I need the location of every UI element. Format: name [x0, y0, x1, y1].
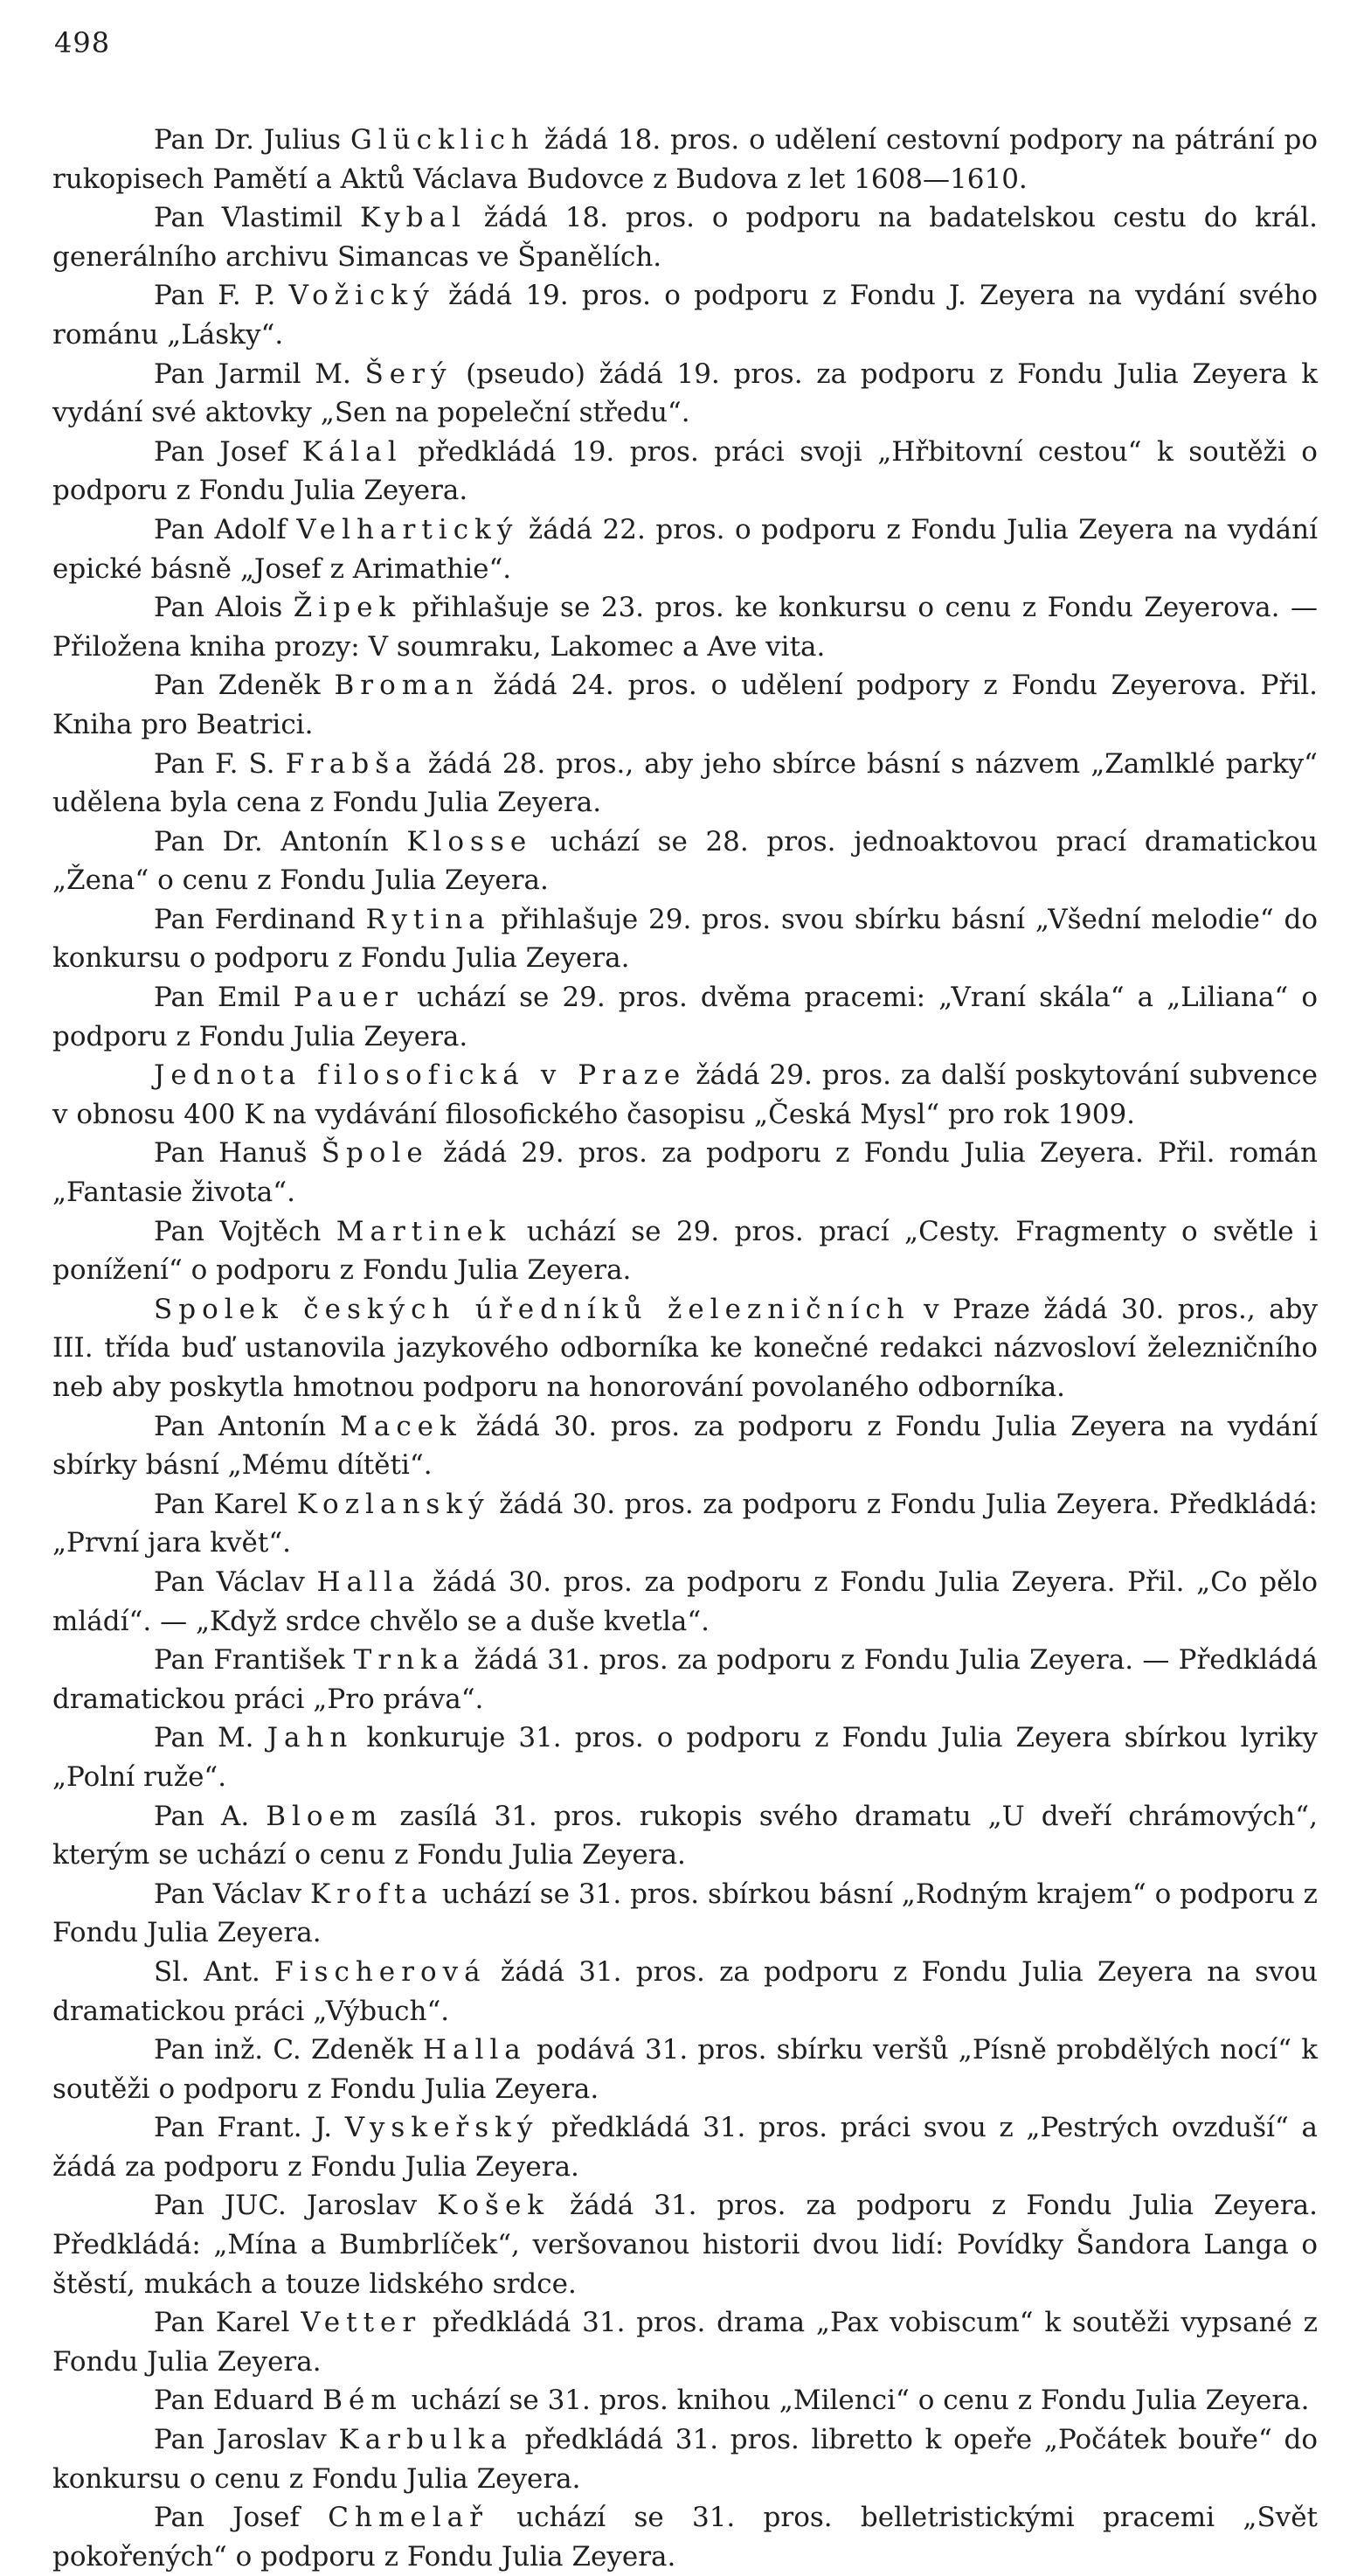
entry-name: Košek [437, 2190, 550, 2222]
entry-name: Vetter [301, 2307, 422, 2339]
entry-text: předkládá 31. pros. drama „Pax vobiscum“ k soutěži vypsané z Fondu Julia Zeyera. [52, 2307, 1319, 2378]
entry-prefix: Pan Antonín [154, 1410, 341, 1442]
entry-prefix: Pan Josef [154, 2502, 329, 2534]
entry-paragraph [52, 588, 1318, 666]
entry-text: žádá 29. pros. za podporu z Fondu Julia Zeyera. Přil. román „Fantasie života“. [52, 1137, 1318, 1209]
entry-name: Halla [316, 1566, 421, 1598]
entry-name: Klosse [406, 825, 533, 858]
entry-prefix: Pan Ferdinand [154, 903, 366, 935]
entry-name: Martinek [336, 1215, 512, 1247]
entry-prefix: Pan JUC. Jaroslav [154, 2190, 438, 2222]
entry-paragraph [52, 2031, 1318, 2108]
entry-paragraph [52, 2303, 1318, 2381]
entry-prefix: Pan František [154, 1644, 354, 1677]
entry-name: Vyskeřský [344, 2112, 539, 2144]
entry-name: Chmelař [328, 2502, 488, 2534]
entry-text: podává 31. pros. sbírku veršů „Písně probdělých nocí“ k soutěži o podporu z Fondu Julia Zeyera. [52, 2034, 1318, 2105]
entry-paragraph [52, 1797, 1318, 1875]
entry-prefix: Pan M. [154, 1722, 267, 1754]
entry-prefix: Pan Dr. Antonín [154, 825, 407, 858]
entry-prefix: Pan Zdeněk [154, 670, 335, 702]
entry-text: uchází se 29. pros. prací „Cesty. Fragmenty o světle i ponížení“ o podporu z Fondu Julia Zeyera. [52, 1215, 1318, 1287]
entry-text: uchází se 31. pros. belletristickými pracemi „Svět pokořených“ o podporu z Fondu Julia Zeyera. [52, 2502, 1318, 2573]
entry-prefix: Pan Dr. Julius [154, 124, 350, 156]
entry-prefix: Pan Jaroslav [154, 2424, 339, 2456]
entry-name: Kozlanský [296, 1488, 490, 1520]
entry-prefix: Pan A. [154, 1800, 267, 1832]
entry-text: žádá 30. pros. za podporu z Fondu Julia Zeyera. Předkládá: „První jara květ“. [52, 1488, 1318, 1559]
entry-prefix: Pan Frant. J. [154, 2112, 345, 2144]
entry-paragraph [52, 2381, 1318, 2420]
entry-paragraph [52, 1641, 1318, 1718]
entry-paragraph [52, 823, 1318, 900]
entry-name: Bém [322, 2385, 403, 2417]
entry-name: Spolek českých úředníků železničních [154, 1293, 910, 1325]
entry-name: Špole [321, 1137, 429, 1170]
entry-paragraph [52, 433, 1318, 510]
entry-name: Velhartický [296, 513, 519, 545]
entry-text: žádá 31. pros. za podporu z Fondu Julia Zeyera. — Předkládá dramatickou práci „Pro práva“. [52, 1644, 1318, 1715]
entry-paragraph [52, 198, 1318, 276]
entry-paragraph [52, 1563, 1318, 1641]
entry-name: Glücklich [350, 124, 535, 156]
entry-name: Žipek [293, 592, 402, 624]
entry-name: Broman [334, 670, 480, 702]
entry-paragraph [52, 666, 1318, 744]
entry-paragraph [52, 745, 1318, 823]
entry-prefix: Pan Eduard [154, 2385, 323, 2417]
entry-paragraph [52, 355, 1318, 433]
entry-text: uchází se 28. pros. jednoaktovou prací dramatickou „Žena“ o cenu z Fondu Julia Zeyera. [52, 825, 1318, 897]
entry-paragraph [52, 1056, 1318, 1134]
entry-prefix: Pan Václav [154, 1566, 317, 1598]
entry-name: Vožický [288, 280, 435, 312]
entry-text: zasílá 31. pros. rukopis svého dramatu „U dveří chrámových“, kterým se uchází o cenu z Fondu Julia Zeyera. [52, 1800, 1318, 1871]
entry-name: Pauer [293, 982, 404, 1014]
entry-text: předkládá 19. pros. práci svoji „Hřbitovní cestou“ k soutěži o podporu z Fondu Julia Zeyera. [52, 435, 1318, 507]
entry-text: žádá 18. pros. o podporu na badatelskou cestu do král. generálního archivu Simancas ve Španělích. [52, 202, 1318, 273]
entry-paragraph [52, 1212, 1318, 1290]
entry-name: Jednota filosofická v Praze [154, 1059, 687, 1092]
entry-paragraph [52, 1134, 1318, 1212]
entry-text: předkládá 31. pros. libretto k opeře „Počátek bouře“ do konkursu o cenu z Fondu Julia Zeyera. [52, 2424, 1318, 2495]
entry-name: Halla [422, 2034, 527, 2066]
entry-prefix: Pan Alois [154, 592, 294, 624]
entry-name: Jahn [267, 1722, 354, 1754]
entry-text: žádá 28. pros., aby jeho sbírce básní s názvem „Zamlklé parky“ udělena byla cena z Fondu Julia Zeyera. [52, 747, 1318, 819]
entry-paragraph [52, 121, 1318, 198]
entry-text: žádá 30. pros. za podporu z Fondu Julia Zeyera na vydání sbírky básní „Mému dítěti“. [52, 1410, 1318, 1482]
entry-prefix: Pan Vojtěch [154, 1215, 336, 1247]
entry-paragraph [52, 1485, 1318, 1563]
entry-text: žádá 22. pros. o podporu z Fondu Julia Zeyera na vydání epické básně „Josef z Arimathie“. [52, 513, 1318, 585]
entry-text: přihlašuje 29. pros. svou sbírku básní „Všední melodie“ do konkursu o podporu z Fondu Julia Zeyera. [52, 903, 1318, 975]
entry-prefix: Pan Jarmil M. [154, 358, 365, 390]
entry-paragraph [52, 1718, 1318, 1796]
page-number: 498 [54, 26, 111, 59]
entry-name: Kálal [301, 435, 403, 468]
entry-text: přihlašuje se 23. pros. ke konkursu o cenu z Fondu Zeyerova. — Přiložena kniha prozy: V soumraku, Lakomec a Ave vita. [52, 592, 1318, 663]
entry-paragraph [52, 2420, 1318, 2498]
entry-name: Fischerová [274, 1955, 487, 1988]
entry-name: Trnka [353, 1644, 466, 1677]
entry-name: Šerý [364, 358, 453, 390]
entry-prefix: Pan Karel [154, 1488, 297, 1520]
entry-paragraph [52, 1875, 1318, 1953]
entry-text: uchází se 31. pros. knihou „Milenci“ o cenu z Fondu Julia Zeyera. [402, 2385, 1310, 2417]
entry-text: předkládá 31. pros. práci svou z „Pestrých ovzduší“ a žádá za podporu z Fondu Julia Zeyera. [52, 2112, 1318, 2183]
entry-prefix: Pan Hanuš [154, 1137, 322, 1170]
entry-prefix: Sl. Ant. [154, 1955, 275, 1988]
entry-text: (pseudo) žádá 19. pros. za podporu z Fondu Julia Zeyera k vydání své aktovky „Sen na popeleční středu“. [52, 358, 1319, 429]
entry-text: žádá 31. pros. za podporu z Fondu Julia Zeyera. Předkládá: „Mína a Bumbrlíček“, veršovanou historii dvou lidí: Povídky Šandora Langa o štěstí, mukách a touze lidského srdce. [52, 2190, 1318, 2300]
entry-prefix: Pan F. S. [154, 747, 286, 780]
entry-paragraph [52, 1290, 1318, 1407]
entry-prefix: Pan Josef [154, 435, 302, 468]
entry-text: žádá 29. pros. za další poskytování subvence v obnosu 400 K na vydávání filosofického časopisu „Česká Mysl“ pro rok 1909. [52, 1059, 1318, 1130]
entry-paragraph [52, 510, 1318, 588]
document-body [52, 121, 1318, 2576]
entry-text: v Praze žádá 30. pros., aby III. třída buď ustanovila jazykového odborníka ke konečné redakci názvosloví železničního neb aby poskytla hmotnou podporu na honorování povolaného odborníka. [52, 1293, 1319, 1403]
entry-text: žádá 31. pros. za podporu z Fondu Julia Zeyera na svou dramatickou práci „Výbuch“. [52, 1955, 1318, 2027]
entry-prefix: Pan Emil [154, 982, 294, 1014]
entry-text: žádá 18. pros. o udělení cestovní podpory na pátrání po rukopisech Pamětí a Aktů Václava Budovce z Budova z let 1608—1610. [52, 124, 1318, 195]
entry-name: Macek [340, 1410, 462, 1442]
entry-paragraph [52, 900, 1318, 978]
entry-name: Frabša [285, 747, 418, 780]
entry-text: žádá 19. pros. o podporu z Fondu J. Zeyera na vydání svého románu „Lásky“. [52, 280, 1318, 351]
entry-text: uchází se 31. pros. sbírkou básní „Rodným krajem“ o podporu z Fondu Julia Zeyera. [52, 1878, 1318, 1949]
entry-text: žádá 24. pros. o udělení podpory z Fondu Zeyerova. Přil. Kniha pro Beatrici. [52, 670, 1318, 740]
entry-prefix: Pan Vlastimil [154, 202, 360, 234]
entry-prefix: Pan Václav [154, 1878, 310, 1910]
entry-prefix: Pan inž. C. Zdeněk [154, 2034, 423, 2066]
entry-text: konkuruje 31. pros. o podporu z Fondu Julia Zeyera sbírkou lyriky „Polní ruže“. [52, 1722, 1318, 1793]
entry-paragraph [52, 1953, 1318, 2031]
entry-name: Karbulka [338, 2424, 513, 2456]
entry-name: Bloem [266, 1800, 384, 1832]
entry-prefix: Pan F. P. [154, 280, 289, 312]
entry-name: Krofta [309, 1878, 434, 1910]
entry-paragraph [52, 276, 1318, 354]
entry-paragraph [52, 2186, 1318, 2303]
entry-text: uchází se 29. pros. dvěma pracemi: „Vraní skála“ a „Liliana“ o podporu z Fondu Julia Zeyera. [52, 982, 1318, 1052]
entry-paragraph [52, 1407, 1318, 1485]
entry-paragraph [52, 2498, 1318, 2576]
entry-prefix: Pan Karel [154, 2307, 301, 2339]
entry-name: Kybal [359, 202, 467, 234]
entry-name: Rytina [365, 903, 491, 935]
entry-paragraph [52, 2108, 1318, 2186]
entry-text: žádá 30. pros. za podporu z Fondu Julia Zeyera. Přil. „Co pělo mládí“. — „Když srdce chvělo se a duše kvetla“. [52, 1566, 1318, 1637]
entry-paragraph [52, 978, 1318, 1056]
entry-prefix: Pan Adolf [154, 513, 297, 545]
